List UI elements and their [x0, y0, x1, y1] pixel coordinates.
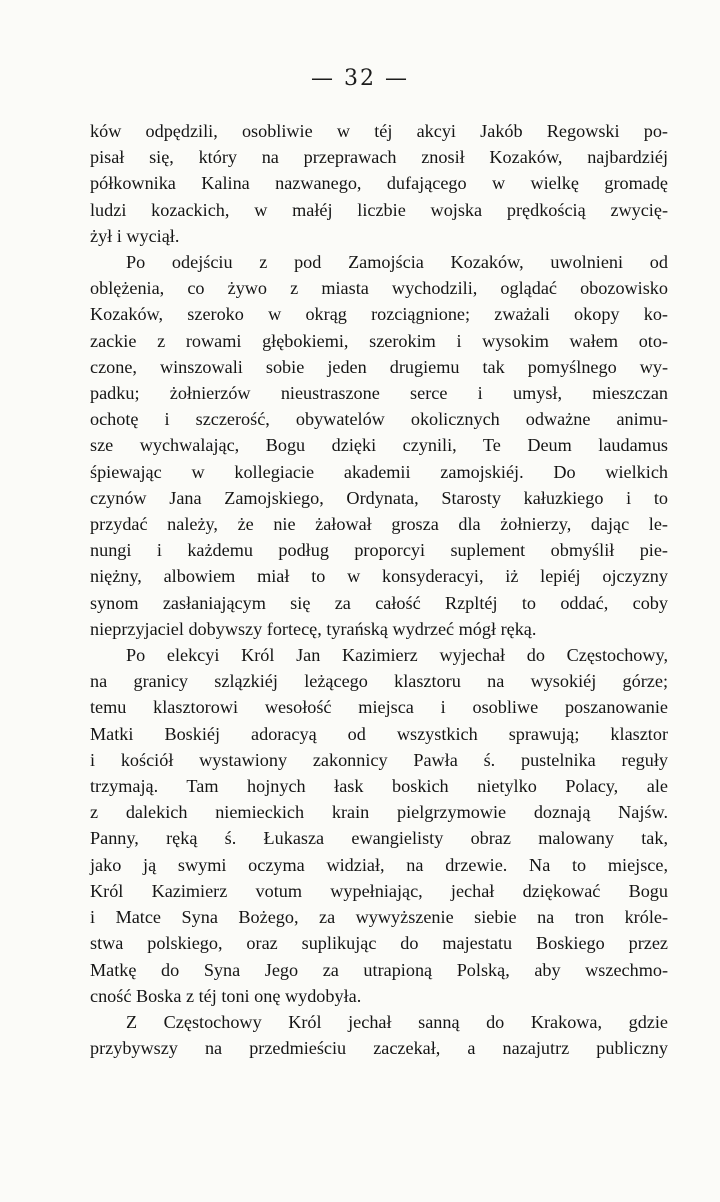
text-line: Kozaków, szeroko w okrąg rozciągnione; zważali okopy ko-	[90, 304, 668, 325]
text-line: ochotę i szczerość, obywatelów okolicznych odważne animu-	[90, 409, 668, 430]
page-number: — 32 —	[311, 66, 409, 91]
text-line: czynów Jana Zamojskiego, Ordynata, Starosty kałuzkiego i to	[90, 487, 668, 508]
text-line: synom zasłaniającym się za całość Rzpltéj to oddać, coby	[90, 592, 668, 613]
text-line: śpiewając w kollegiacie akademii zamojskiéj. Do wielkich	[90, 461, 668, 482]
text-line: i Matce Syna Bożego, za wywyższenie siebie na tron króle-	[90, 907, 668, 928]
text-line: nungi i każdemu podług proporcyi suplement obmyślił pie-	[90, 540, 668, 561]
text-line: na granicy szlązkiéj leżącego klasztoru na wysokiéj górze;	[90, 671, 668, 692]
text-line: żył i wyciął.	[90, 225, 180, 246]
text-line: niężny, albowiem miał to w konsyderacyi, iż lepiéj ojczyzny	[90, 566, 668, 587]
text-line: Matki Boskiéj adoracyą od wszystkich sprawują; klasztor	[90, 723, 668, 744]
text-line: Panny, ręką ś. Łukasza ewangielisty obraz malowany tak,	[90, 828, 668, 849]
text-line: oblężenia, co żywo z miasta wychodzili, oglądać obozowisko	[90, 278, 668, 299]
text-line: czone, winszowali sobie jeden drugiemu tak pomyślnego wy-	[90, 356, 668, 377]
text-line: przybywszy na przedmieściu zaczekał, a nazajutrz publiczny	[90, 1038, 668, 1059]
text-line: ków odpędzili, osobliwie w téj akcyi Jakób Regowski po-	[90, 121, 668, 141]
text-line: stwa polskiego, oraz suplikując do majestatu Boskiego przez	[90, 933, 668, 954]
text-line: sze wychwalając, Bogu dzięki czynili, Te Deum laudamus	[90, 435, 668, 456]
text-line: półkownika Kalina nazwanego, dufającego w wielkę gromadę	[90, 173, 668, 194]
text-line: jako ją swymi oczyma widział, na drzewie. Na to miejsce,	[90, 854, 668, 875]
text-line: padku; żołnierzów nieustraszone serce i umysł, mieszczan	[90, 383, 668, 404]
text-line: zackie z rowami głębokiemi, szerokim i wysokim wałem oto-	[90, 330, 668, 351]
text-line: i kościół wystawiony zakonnicy Pawła ś. pustelnika reguły	[90, 749, 668, 770]
text-line: Król Kazimierz votum wypełniając, jechał dziękować Bogu	[90, 880, 668, 901]
text-line: Matkę do Syna Jego za utrapioną Polską, aby wszechmo-	[90, 959, 668, 980]
text-line: pisał się, który na przeprawach znosił Kozaków, najbardziéj	[90, 147, 668, 168]
body-text	[90, 118, 668, 1061]
text-line: nieprzyjaciel dobywszy fortecę, tyrańską wydrzeć mógł ręką.	[90, 618, 537, 639]
text-line: trzymają. Tam hojnych łask boskich nietylko Polacy, ale	[90, 776, 668, 797]
text-line: Z Częstochowy Król jechał sanną do Krakowa, gdzie	[126, 1011, 668, 1032]
text-line: ludzi kozackich, w małéj liczbie wojska prędkością zwycię-	[90, 199, 668, 220]
text-line: cność Boska z téj toni onę wydobyła.	[90, 985, 362, 1006]
text-line: Po elekcyi Król Jan Kazimierz wyjechał do Częstochowy,	[126, 645, 668, 666]
text-line: z dalekich niemieckich krain pielgrzymowie doznają Najśw.	[90, 802, 668, 823]
text-line: przydać należy, że nie żałował grosza dla żołnierzy, dając le-	[90, 514, 668, 535]
text-line: Po odejściu z pod Zamojścia Kozaków, uwolnieni od	[126, 252, 668, 273]
text-line: temu klasztorowi wesołość miejsca i osobliwe poszanowanie	[90, 697, 668, 718]
